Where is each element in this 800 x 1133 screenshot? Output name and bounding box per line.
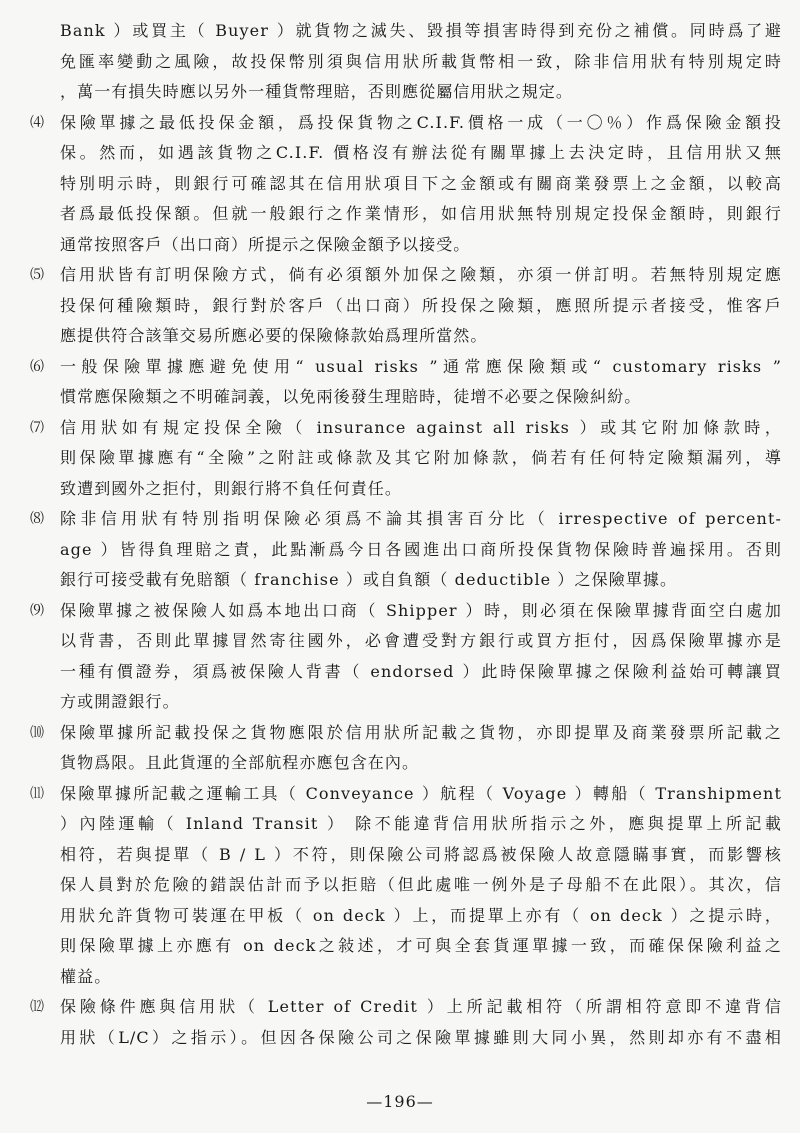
text-line: 保險單據所記載之運輸工具（ Conveyance ）航程（ Voyage ）轉船（ Transhipment [60, 783, 782, 803]
text-line: 則保險單據應有“全險”之附註或條款及其它附加條款，倘若有任何特定險類漏列，導 [60, 448, 782, 467]
paragraph-9 [30, 596, 782, 718]
text-line: 免匯率變動之風險，故投保幣別須與信用狀所載貨幣相一致，除非信用狀有特別規定時 [60, 51, 782, 71]
paragraph-number: ⑹ [30, 358, 44, 375]
text-line: 投保何種險類時，銀行對於客戶（出口商）所投保之險類，應照所提示者接受，惟客戶 [60, 295, 782, 315]
text-line: 者爲最低投保額。但就一般銀行之作業情形，如信用狀無特別規定投保金額時，則銀行 [60, 204, 782, 223]
paragraph-5 [30, 260, 782, 352]
paragraph-number: ⑾ [30, 785, 44, 802]
text-line: 保險條件應與信用狀（ Letter of Credit ）上所記載相符（所謂相符意即不違背信 [60, 997, 782, 1016]
text-line: 信用狀如有規定投保全險（ insurance against all risks ）或其它附加條款時， [60, 417, 782, 437]
paragraph-number: ⑻ [30, 511, 44, 527]
text-line: 保人員對於危險的錯誤估計而予以拒賠（但此處唯一例外是子母船不在此限）。其次，信 [60, 875, 782, 894]
paragraph-11 [30, 779, 782, 993]
paragraph-number: ⑽ [30, 724, 44, 741]
text-line: 特別明示時，則銀行可確認其在信用狀項目下之金額或有關商業發票上之金額，以較高 [60, 173, 782, 193]
text-line: 保。然而，如遇該貨物之C.I.F. 價格沒有辦法從有關單據上去決定時，且信用狀又無 [60, 143, 782, 162]
page-number: —196— [366, 1092, 434, 1111]
paragraph-number: ⑺ [30, 419, 44, 436]
text-line: 保險單據之最低投保金額，爲投保貨物之C.I.F.價格一成（一〇％）作爲保險金額投 [60, 112, 782, 132]
text-line: 應提供符合該筆交易所應必要的保險條款始爲理所當然。 [60, 326, 488, 345]
text-line: 保險單據之被保險人如爲本地出口商（ Shipper ）時，則必須在保險單據背面空白處加 [60, 600, 782, 620]
text-line: 用狀允許貨物可裝運在甲板（ on deck ）上，而提單上亦有（ on deck ）之提示時， [60, 905, 782, 925]
paragraph-4 [30, 108, 782, 261]
text-line: 貨物爲限。且此貨運的全部航程亦應包含在內。 [60, 753, 420, 772]
text-line: 用狀（L/C）之指示）。但因各保險公司之保險單據雖則大同小異，然則却亦有不盡相 [60, 1027, 782, 1047]
document-body [30, 16, 782, 1053]
paragraph-7 [30, 413, 782, 505]
text-line: 除非信用狀有特別指明保險必須爲不論其損害百分比（ irrespective of percent- [60, 509, 782, 528]
paragraph-10 [30, 718, 782, 779]
text-line: 則保險單據上亦應有 on deck之敍述，才可與全套貨運單據一致，而確保保險利益之 [60, 936, 782, 955]
text-line: 權益。 [60, 966, 112, 986]
paragraph-6 [30, 352, 782, 413]
paragraph-number: ⑼ [30, 602, 44, 619]
text-line: 以背書，否則此單據冒然寄往國外，必會遭受對方銀行或買方拒付，因爲保險單據亦是 [60, 631, 782, 650]
text-line: ）內陸運輸（ Inland Transit ） 除不能違背信用狀所指示之外，應與提單上所記載 [60, 814, 782, 833]
intro-paragraph [30, 16, 782, 108]
text-line: 一種有價證券，須爲被保險人背書（ endorsed ）此時保險單據之保險利益始可轉讓買 [60, 661, 782, 681]
text-line: 相符，若與提單（ B / L ）不符，則保險公司將認爲被保險人故意隱瞞事實，而影響核 [60, 844, 782, 864]
text-line: age ）皆得負理賠之責，此點漸爲今日各國進出口商所投保貨物保險時普遍採用。否則 [60, 539, 782, 559]
paragraph-12 [30, 992, 782, 1053]
text-line: 保險單據所記載投保之貨物應限於信用狀所記載之貨物，亦即提單及商業發票所記載之 [60, 722, 782, 742]
text-line: 銀行可接受載有免賠額（ franchise ）或自負額（ deductible ）之保險單據。 [60, 570, 678, 589]
paragraph-8 [30, 504, 782, 596]
text-line: 致遭到國外之拒付，則銀行將不負任何責任。 [60, 478, 403, 498]
paragraph-number: ⑸ [30, 267, 44, 283]
text-line: 通常按照客戶（出口商）所提示之保險金額予以接受。 [60, 234, 471, 254]
text-line: 方或開證銀行。 [60, 692, 180, 711]
text-line: ，萬一有損失時應以另外一種貨幣理賠，否則應從屬信用狀之規定。 [60, 82, 574, 101]
paragraph-number: ⑿ [30, 999, 44, 1015]
text-line: Bank ）或買主（ Buyer ）就貨物之滅失、毀損等損害時得到充份之補償。同時爲了避 [60, 21, 782, 40]
text-line: 信用狀皆有訂明保險方式，倘有必須額外加保之險類，亦須一併訂明。若無特別規定應 [60, 265, 782, 284]
paragraph-number: ⑷ [30, 114, 44, 131]
text-line: 一般保險單據應避免使用“ usual risks ”通常應保險類或“ customary risks ” [60, 356, 782, 376]
text-line: 慣常應保險類之不明確詞義，以免兩後發生理賠時，徒增不必要之保險糾紛。 [60, 387, 642, 406]
